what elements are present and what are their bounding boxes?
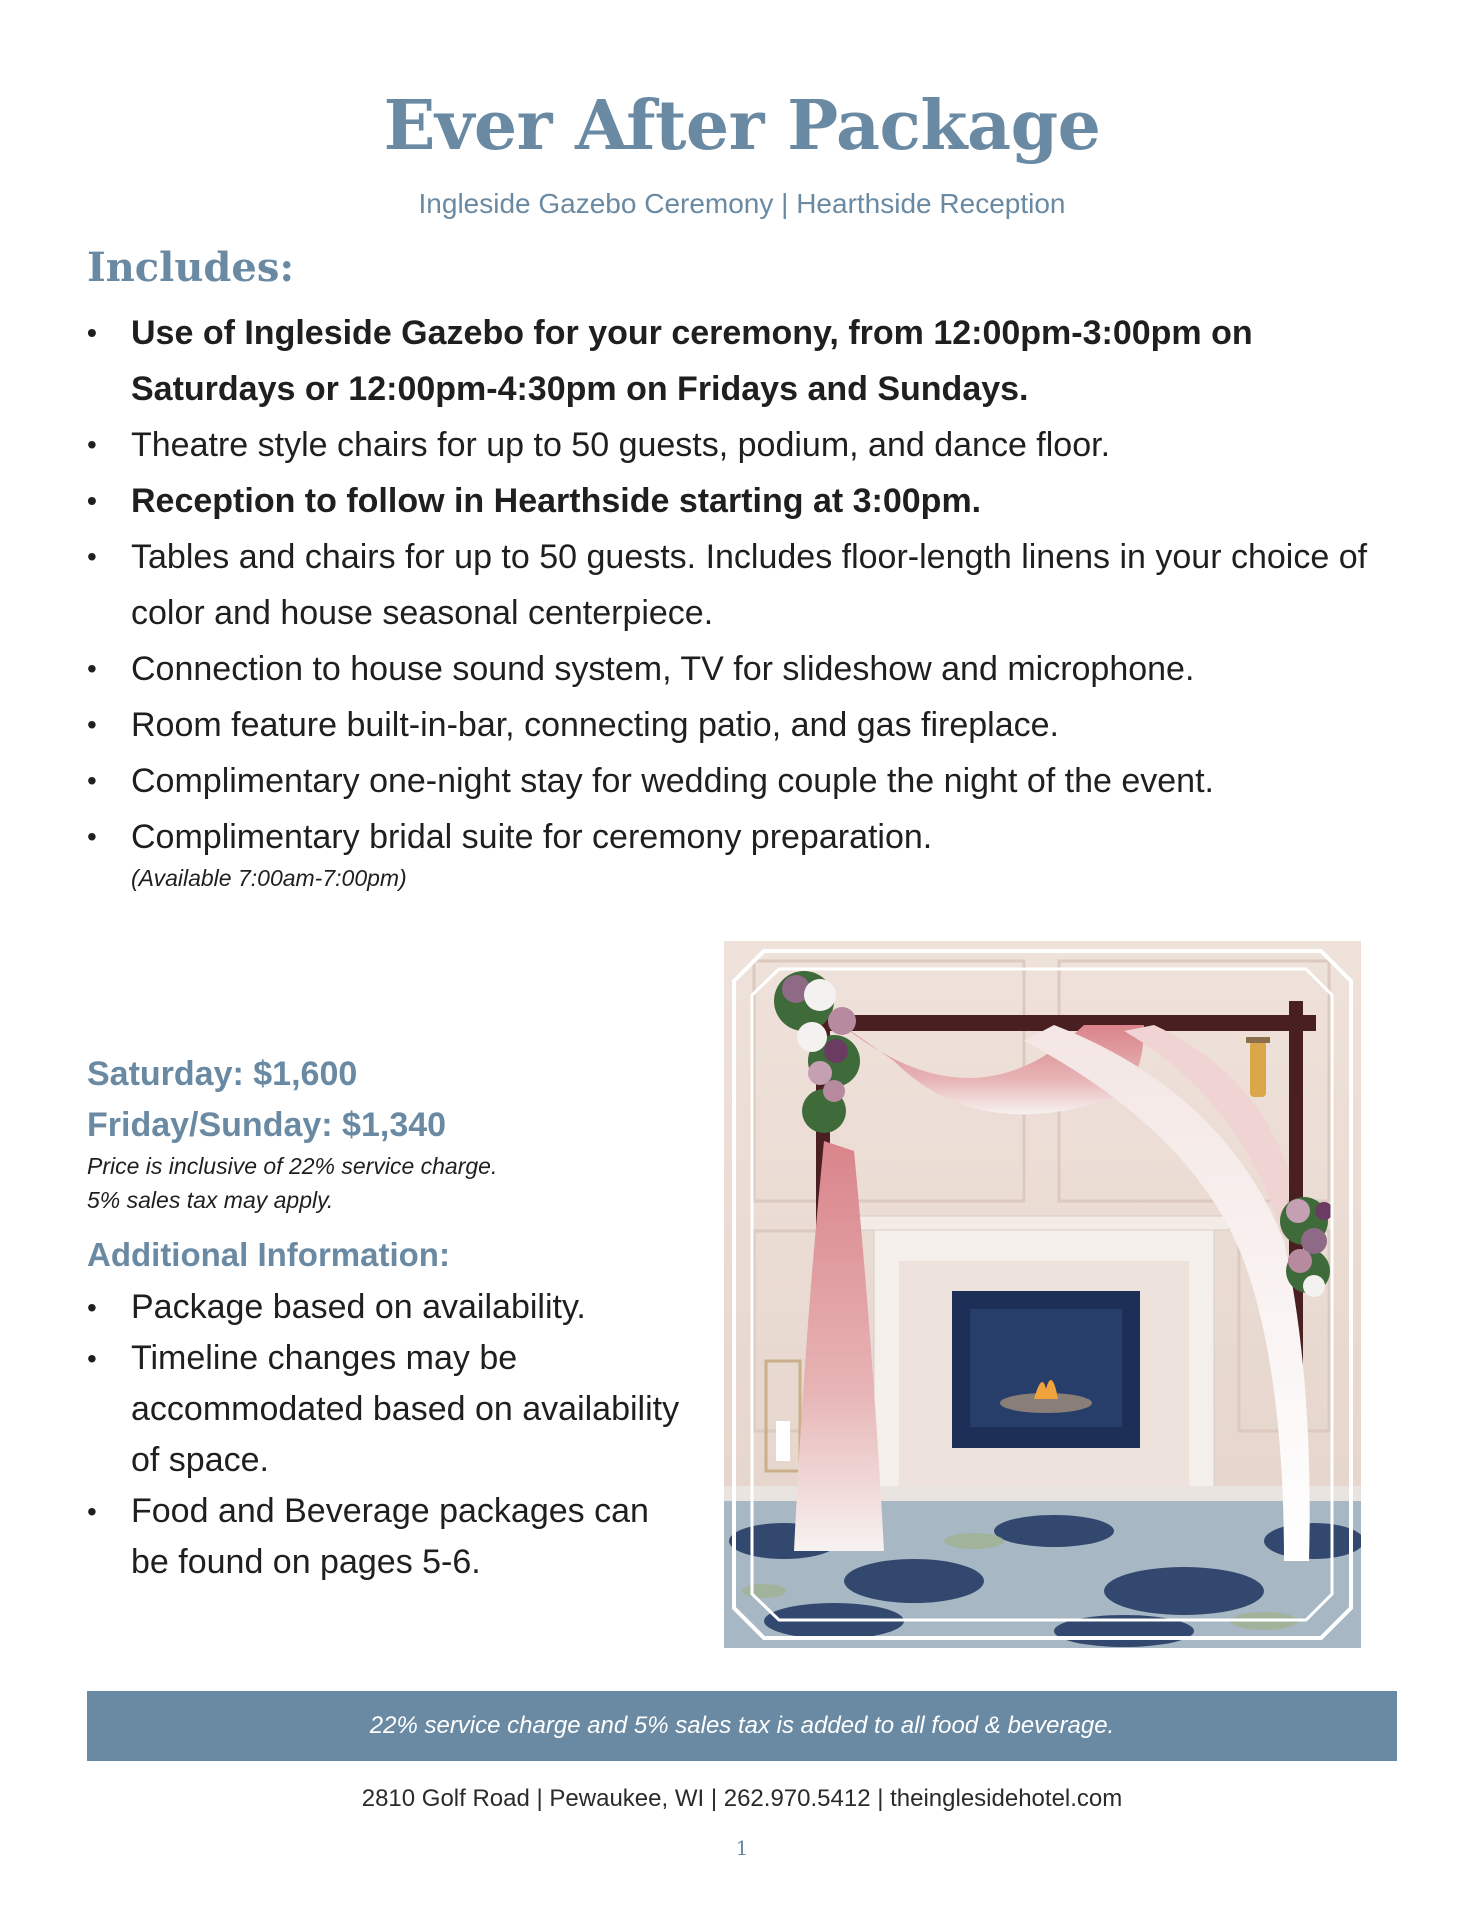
- includes-heading: Includes:: [87, 244, 295, 291]
- additional-info-list: [87, 1282, 687, 1588]
- includes-item: • Complimentary one-night stay for wedding couple the night of the event.: [87, 753, 1397, 809]
- includes-item: • Tables and chairs for up to 50 guests. Includes floor-length linens in your choice of color and house seasonal centerpiece.: [87, 529, 1397, 641]
- page-title: Ever After Package: [383, 86, 1101, 166]
- includes-item: • Theatre style chairs for up to 50 guests, podium, and dance floor.: [87, 417, 1397, 473]
- includes-item: • Use of Ingleside Gazebo for your ceremony, from 12:00pm-3:00pm on Saturdays or 12:00pm-4:30pm on Fridays and Sundays.: [87, 305, 1397, 417]
- price-saturday: Saturday: $1,600: [87, 1055, 358, 1093]
- page-subtitle: Ingleside Gazebo Ceremony | Hearthside Reception: [418, 188, 1066, 219]
- price-tax-note: 5% sales tax may apply.: [87, 1187, 334, 1213]
- additional-item: • Food and Beverage packages can be found on pages 5-6.: [87, 1486, 687, 1588]
- includes-list: [87, 305, 1397, 891]
- additional-item: • Package based on availability.: [87, 1282, 687, 1333]
- includes-item: • Complimentary bridal suite for ceremony preparation. (Available 7:00am-7:00pm): [87, 809, 1397, 891]
- includes-item: • Reception to follow in Hearthside starting at 3:00pm.: [87, 473, 1397, 529]
- footer-contact: 2810 Golf Road | Pewaukee, WI | 262.970.5412 | theinglesidehotel.com: [361, 1785, 1123, 1812]
- page-number: 1: [735, 1836, 749, 1860]
- price-friday-sunday: Friday/Sunday: $1,340: [87, 1106, 447, 1144]
- arch-photo: [724, 941, 1361, 1648]
- additional-item: • Timeline changes may be accommodated based on availability of space.: [87, 1333, 687, 1486]
- bridal-suite-note: (Available 7:00am-7:00pm): [131, 865, 407, 891]
- service-charge-banner: [87, 1691, 1397, 1761]
- includes-item: • Room feature built-in-bar, connecting patio, and gas fireplace.: [87, 697, 1397, 753]
- banner-text: 22% service charge and 5% sales tax is added to all food & beverage.: [369, 1712, 1115, 1739]
- includes-item: • Connection to house sound system, TV for slideshow and microphone.: [87, 641, 1397, 697]
- price-service-note: Price is inclusive of 22% service charge.: [87, 1153, 498, 1179]
- additional-info-heading: Additional Information:: [87, 1236, 450, 1273]
